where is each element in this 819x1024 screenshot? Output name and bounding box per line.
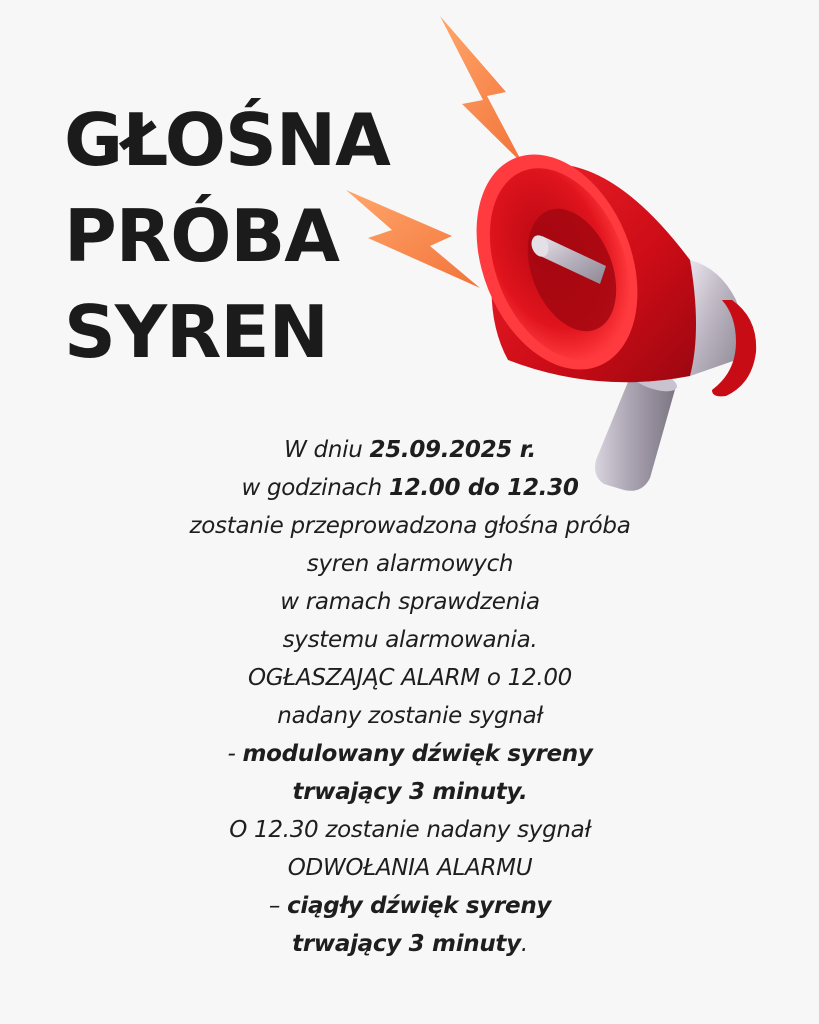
title-line-3: SYREN	[64, 290, 328, 374]
announcement-line-13	[90, 887, 730, 925]
date-prefix: W dniu	[284, 437, 370, 463]
announcement-line-5: w ramach sprawdzenia	[280, 589, 540, 615]
announcement-line-9	[90, 735, 730, 773]
title-line-2: PRÓBA	[64, 194, 340, 278]
announcement-line-12: ODWOŁANIA ALARMU	[287, 855, 533, 881]
announcement-text	[90, 431, 730, 963]
dash-1: -	[227, 741, 243, 767]
announcement-line-4: syren alarmowych	[306, 551, 514, 577]
announcement-line-3: zostanie przeprowadzona głośna próba	[189, 513, 631, 539]
announcement-line-6: systemu alarmowania.	[282, 627, 538, 653]
announcement-line-14	[90, 925, 730, 963]
announcement-line-11: O 12.30 zostanie nadany sygnał	[229, 817, 591, 843]
hours-prefix: w godzinach	[241, 475, 389, 501]
megaphone-icon	[446, 130, 756, 396]
signal-cancel-description: ciągły dźwięk syreny	[287, 893, 552, 919]
event-date: 25.09.2025 r.	[369, 437, 536, 463]
title-line-1: GŁOŚNA	[64, 98, 390, 182]
signal-cancel-duration: trwający 3 minuty	[292, 931, 521, 957]
signal-alarm-description: modulowany dźwięk syreny	[242, 741, 593, 767]
final-period: .	[520, 931, 528, 957]
dash-2: –	[268, 893, 288, 919]
announcement-line-date	[90, 431, 730, 469]
lightning-bolt-top-icon	[440, 16, 523, 164]
announcement-line-7: OGŁASZAJĄC ALARM o 12.00	[247, 665, 572, 691]
event-hours: 12.00 do 12.30	[388, 475, 579, 501]
announcement-line-10	[90, 773, 730, 811]
lightning-bolt-left-icon	[346, 190, 480, 288]
signal-alarm-duration: trwający 3 minuty.	[292, 779, 528, 805]
announcement-line-hours	[90, 469, 730, 507]
announcement-line-8: nadany zostanie sygnał	[277, 703, 543, 729]
